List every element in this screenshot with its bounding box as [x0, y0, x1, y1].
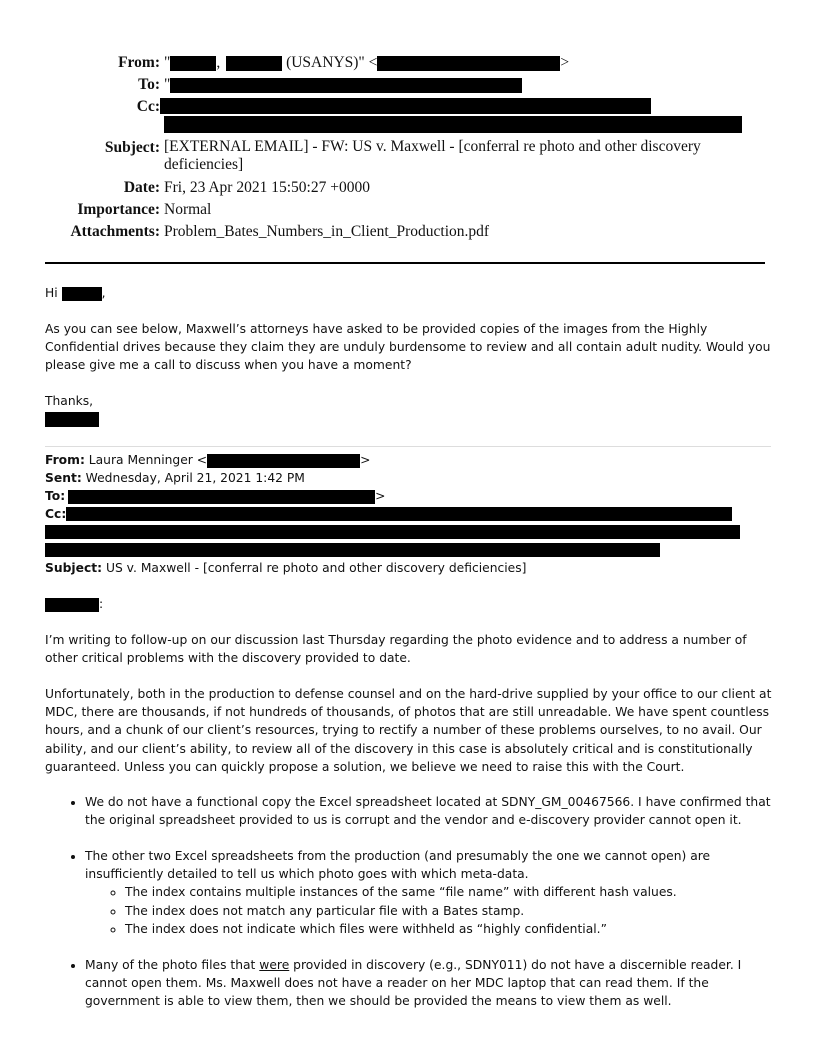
subject-label: Subject: [104, 139, 160, 156]
header-importance-row [0, 200, 816, 220]
redaction-block [45, 543, 660, 557]
importance-label: Importance: [77, 201, 160, 218]
attachments-label: Attachments: [70, 223, 160, 240]
sub-bullet-item: ◦ The index does not indicate which files were withheld as “highly confidential.” [125, 920, 775, 938]
bullet-item: • We do not have a functional copy the Excel spreadsheet located at SDNY_GM_00467566. I have confirmed that the original spreadsheet provided to us is corrupt and the vendor and e-discovery provider cannot open it. [85, 793, 775, 829]
forward-divider [45, 446, 771, 447]
importance-value: Normal [164, 201, 212, 218]
header-cc-row [0, 97, 816, 117]
header-divider [45, 262, 765, 264]
fwd-salutation: : [45, 595, 103, 613]
sub-bullet-list [85, 883, 775, 938]
to-value: " [164, 75, 522, 95]
message-paragraph: As you can see below, Maxwell’s attorneys have asked to be provided copies of the images from the Highly Confidential drives because they claim they are unduly burdensome to review and all contain adult nudity. Would you please give me a call to discuss when you have a moment? [45, 322, 771, 373]
redaction-block [68, 490, 375, 504]
redaction-block [45, 598, 99, 612]
header-date-row [0, 178, 816, 198]
date-value: Fri, 23 Apr 2021 15:50:27 +0000 [164, 179, 370, 196]
date-label: Date: [123, 179, 160, 196]
from-label: From: [118, 54, 160, 71]
header-to-row [0, 75, 816, 95]
bullet-item: • The other two Excel spreadsheets from the production (and presumably the one we cannot open) are insufficiently detailed to tell us which photo goes with which meta-data. ◦ The index contains multiple instances of the same “file name” with different hash values. ◦ The index does not match any particular file with a Bates stamp. ◦ The index does not indicate which files were withheld as “highly confidential.” [85, 847, 775, 938]
sub-bullet-item: ◦ The index does not match any particular file with a Bates stamp. [125, 902, 775, 920]
redaction-block [164, 116, 742, 133]
from-value: " , (USANYS)" < > [164, 54, 570, 71]
redaction-block [170, 56, 216, 71]
bullet-list-3 [45, 956, 775, 1011]
redaction-block [62, 287, 102, 301]
signoff: Thanks, [45, 394, 94, 408]
to-label: To: [138, 76, 160, 93]
fwd-paragraph-2: Unfortunately, both in the production to defense counsel and on the hard-drive supplied by your office to our client at MDC, there are thousands, if not hundreds of thousands, of photos that are still unreadable. We have spent countless hours, and a chunk of our client’s resources, trying to rectify a number of these problems ourselves, to no avail. Our ability, and our client’s ability, to review all of the discovery in this case is absolutely critical and is constitutionally guaranteed. Unless you can quickly propose a solution, we believe we need to raise this with the Court. [45, 687, 772, 774]
greeting: Hi , [45, 286, 106, 300]
redaction-block [170, 78, 522, 93]
redaction-block [377, 56, 560, 71]
cc-label: Cc: [136, 98, 160, 115]
header-from-row [0, 53, 816, 73]
redaction-block [226, 56, 282, 71]
bullet-list-1 [45, 793, 775, 829]
fwd-paragraph-1: I’m writing to follow-up on our discussion last Thursday regarding the photo evidence and to address a number of other critical problems with the discovery provided to date. [45, 633, 747, 666]
fwd-from-row: From: Laura Menninger < > [45, 453, 371, 467]
redaction-block [160, 98, 651, 114]
attachment-link[interactable]: Problem_Bates_Numbers_in_Client_Production.pdf [164, 223, 490, 240]
fwd-to-row: To: > [45, 489, 386, 503]
redaction-block [66, 507, 732, 521]
header-attachments-row [0, 222, 816, 242]
fwd-cc-row: Cc: [45, 507, 67, 521]
sub-bullet-item: ◦ The index contains multiple instances of the same “file name” with different hash values. [125, 883, 775, 901]
redaction-block [207, 454, 360, 468]
header-subject-row [0, 138, 816, 178]
bullet-list-2 [45, 847, 775, 938]
redaction-block [45, 525, 740, 539]
subject-value: [EXTERNAL EMAIL] - FW: US v. Maxwell - [conferral re photo and other discovery deficiencies] [164, 138, 701, 173]
fwd-subject-row: Subject: US v. Maxwell - [conferral re photo and other discovery deficiencies] [45, 561, 527, 575]
redaction-block [45, 412, 99, 427]
fwd-sent-row: Sent: Wednesday, April 21, 2021 1:42 PM [45, 471, 305, 485]
bullet-item: • Many of the photo files that were provided in discovery (e.g., SDNY011) do not have a discernible reader. I cannot open them. Ms. Maxwell does not have a reader on her MDC laptop that can read them. If the government is able to view them, then we should be provided the means to view them as well. [85, 956, 775, 1011]
